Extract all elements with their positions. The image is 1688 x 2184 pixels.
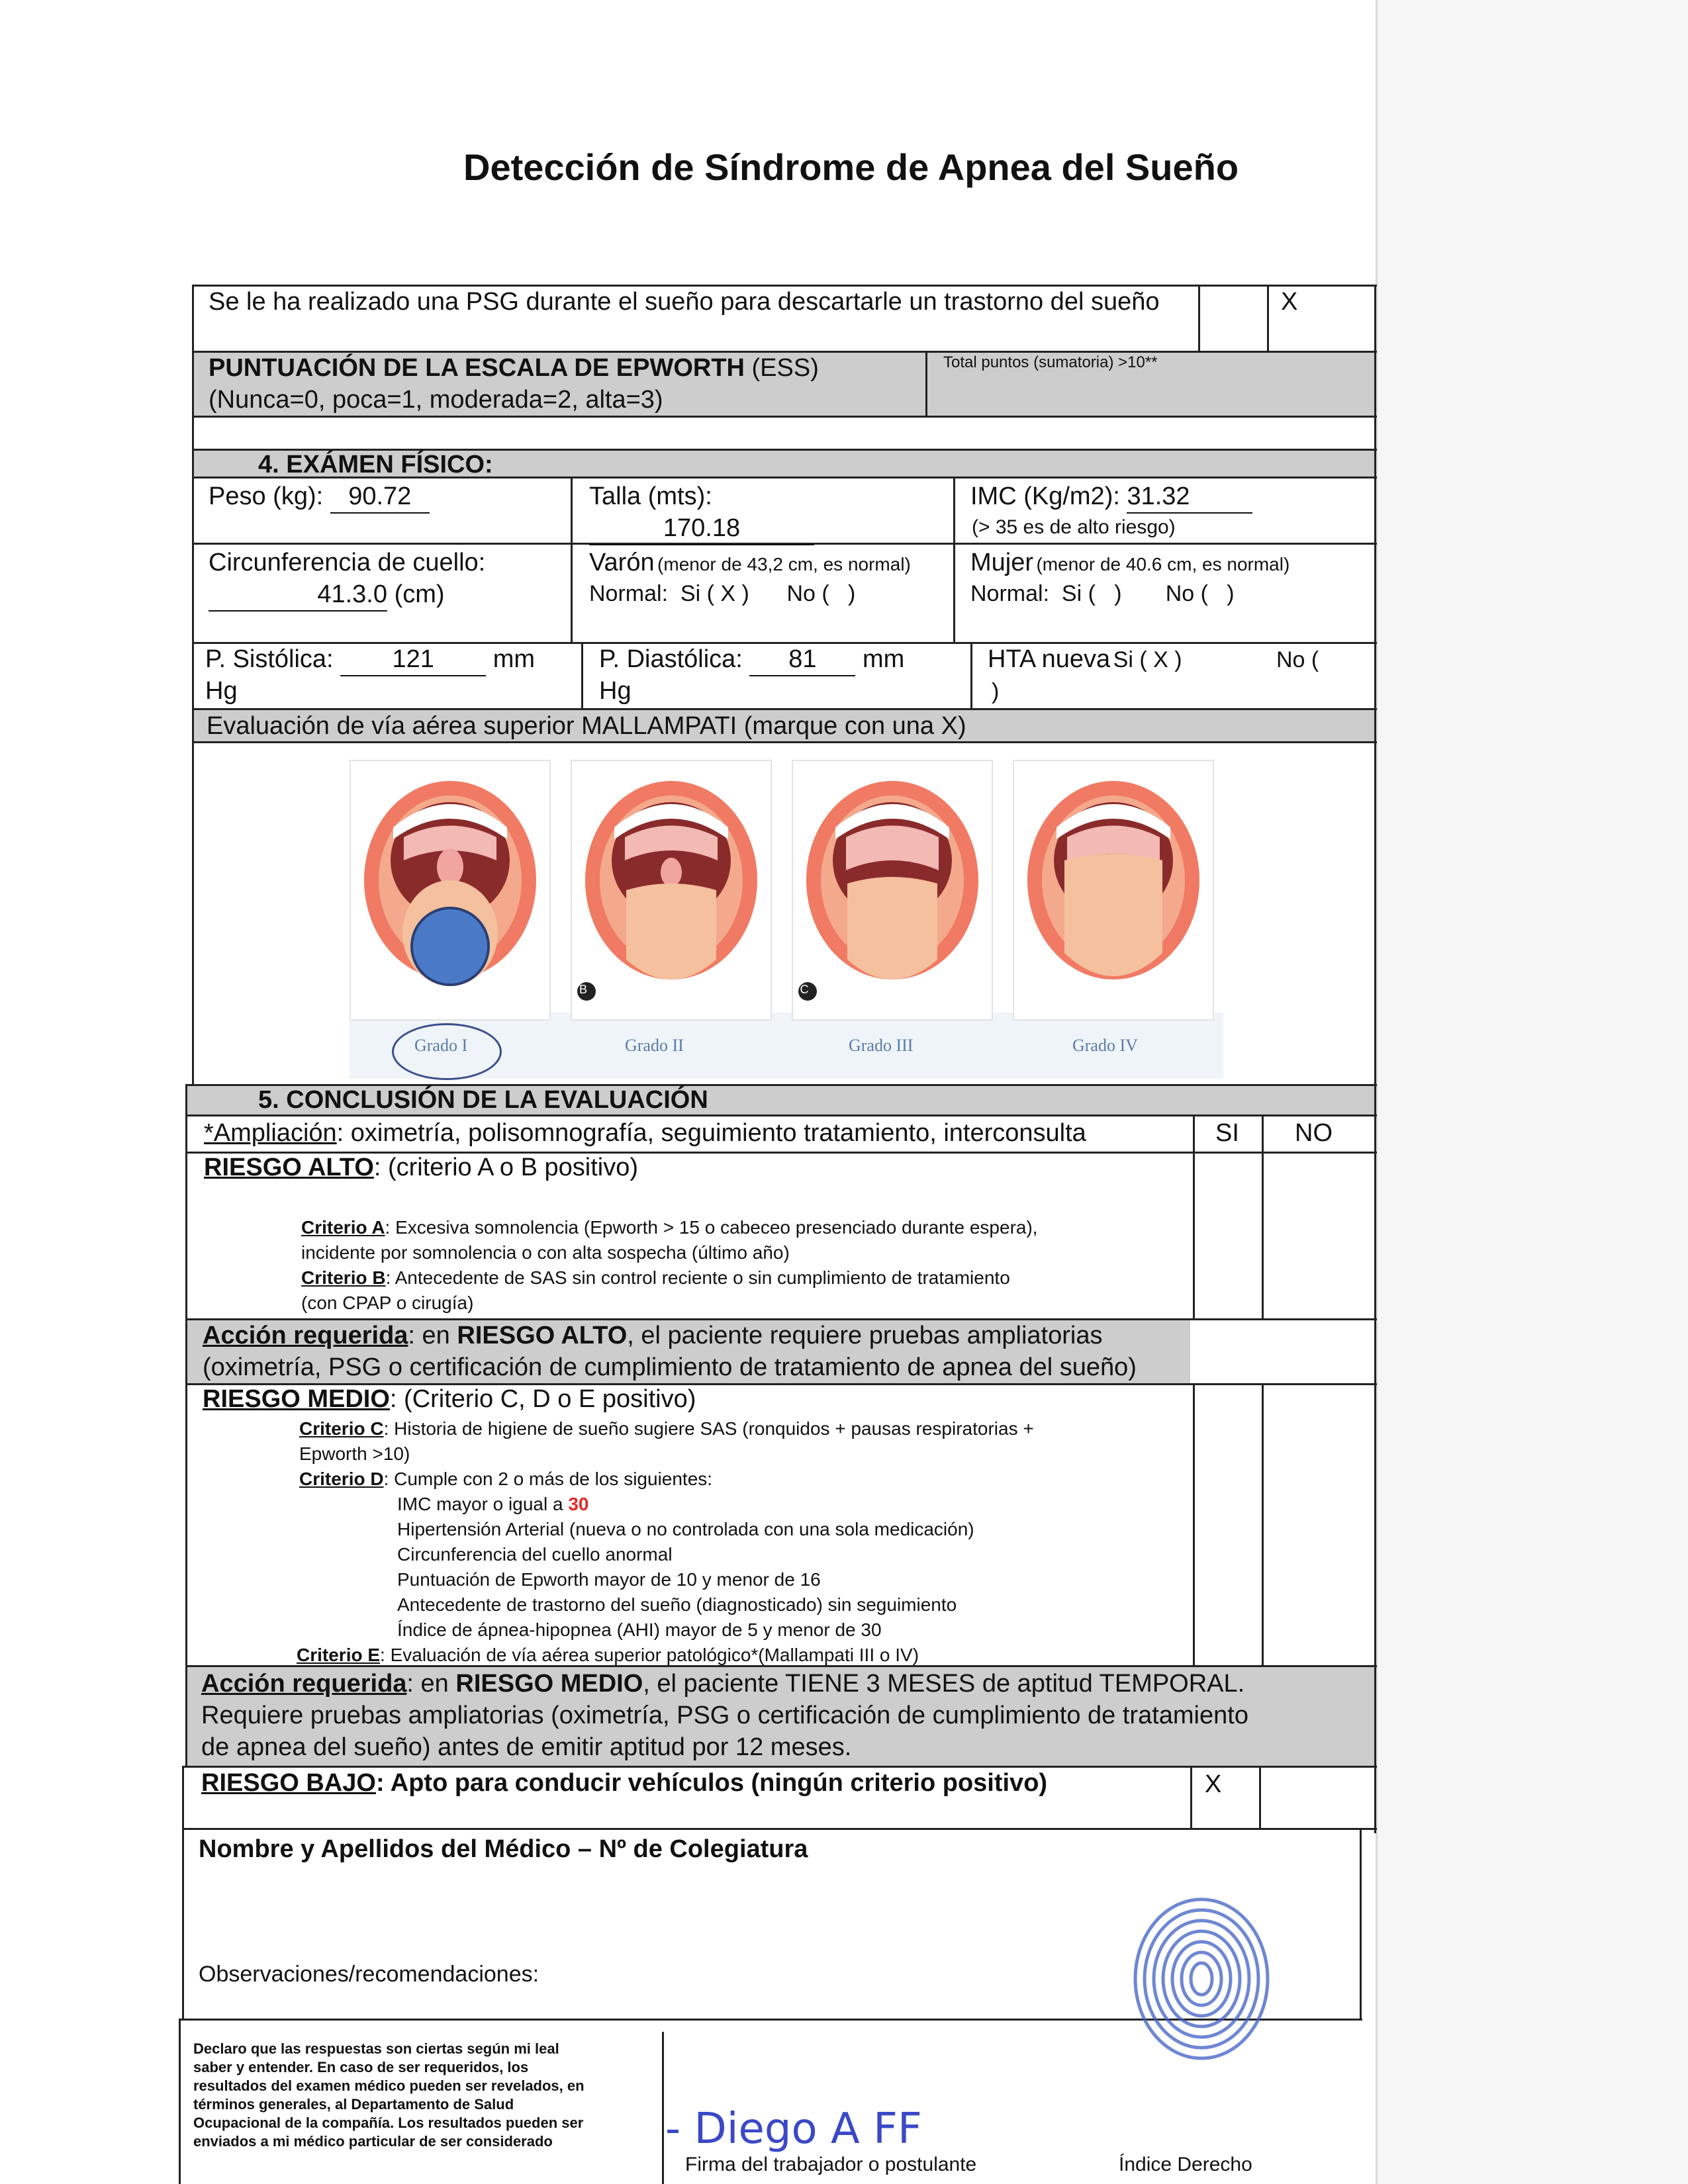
criterio-d-item: Índice de ápnea-hipopnea (AHI) mayor de 5 y menor de 30 bbox=[397, 1619, 882, 1640]
medico-label: Nombre y Apellidos del Médico – Nº de Colegiatura bbox=[199, 1835, 808, 1863]
mujer-note: (menor de 40.6 cm, es normal) bbox=[1036, 554, 1290, 574]
sistolica-hg: Hg bbox=[205, 677, 238, 705]
hta-close: ) bbox=[992, 679, 1000, 704]
riesgo-medio-text: : (Criterio C, D o E positivo) bbox=[389, 1385, 696, 1413]
epworth-scale: (Nunca=0, poca=1, moderada=2, alta=3) bbox=[209, 386, 663, 414]
mujer-label: Mujer bbox=[970, 549, 1034, 576]
hta-si[interactable]: Si ( X ) bbox=[1113, 647, 1182, 672]
criterio-d-item1-value: 30 bbox=[568, 1494, 589, 1514]
mouth-grade-4-icon bbox=[1014, 761, 1213, 1019]
diastolica-field[interactable] bbox=[599, 643, 904, 676]
imc-note: (> 35 es de alto riesgo) bbox=[972, 516, 1176, 538]
cuello-value[interactable]: 41.3.0 bbox=[209, 578, 387, 612]
mallampati-grade-1-image[interactable] bbox=[350, 760, 551, 1021]
badge-b: B bbox=[579, 983, 587, 996]
mouth-grade-1-icon bbox=[351, 761, 549, 1019]
epworth-heading: PUNTUACIÓN DE LA ESCALA DE EPWORTH bbox=[209, 354, 745, 382]
worker-signature: - Diego A FF bbox=[665, 2105, 922, 2154]
peso-value[interactable]: 90.72 bbox=[330, 480, 430, 514]
criterio-b-label: Criterio B bbox=[301, 1267, 386, 1288]
hta-field[interactable] bbox=[988, 643, 1182, 675]
criterio-b-text2: (con CPAP o cirugía) bbox=[301, 1293, 474, 1313]
observaciones-label[interactable]: Observaciones/recomendaciones: bbox=[199, 1962, 539, 1987]
accion-alto-bold: RIESGO ALTO bbox=[457, 1322, 628, 1349]
grade-label-3[interactable]: Grado III bbox=[849, 1036, 914, 1055]
indice-label: Índice Derecho bbox=[1119, 2154, 1252, 2175]
criterio-d-item: Puntuación de Epworth mayor de 10 y menor de 16 bbox=[397, 1569, 821, 1590]
mujer-normal[interactable]: Normal: Si ( ) No ( ) bbox=[970, 581, 1235, 606]
psg-answer[interactable]: X bbox=[1281, 288, 1298, 316]
peso-field[interactable] bbox=[209, 480, 430, 514]
firma-label: Firma del trabajador o postulante bbox=[685, 2154, 977, 2175]
mouth-grade-3-icon bbox=[793, 761, 992, 1019]
criterio-d-text: : Cumple con 2 o más de los siguientes: bbox=[383, 1469, 713, 1489]
criterio-b-text: : Antecedente de SAS sin control reciente o sin cumplimiento de tratamiento bbox=[385, 1267, 1010, 1288]
mallampati-grade-3-image[interactable] bbox=[792, 760, 993, 1021]
col-si-header: SI bbox=[1215, 1119, 1239, 1147]
imc-label: IMC (Kg/m2): bbox=[970, 482, 1120, 510]
hta-no[interactable]: No ( bbox=[1276, 647, 1319, 672]
criterio-e-label: Criterio E bbox=[297, 1645, 381, 1665]
riesgo-bajo-mark[interactable]: X bbox=[1205, 1770, 1222, 1798]
diastolica-hg: Hg bbox=[599, 677, 632, 705]
cuello-field[interactable] bbox=[209, 578, 445, 612]
accion-medio-text3: de apnea del sueño) antes de emitir aptitud por 12 meses. bbox=[201, 1733, 852, 1761]
mouth-grade-2-icon bbox=[572, 761, 771, 1019]
imc-field[interactable] bbox=[970, 480, 1252, 514]
criterio-a-text: : Excesiva somnolencia (Epworth > 15 o cabeceo presenciado durante espera), bbox=[385, 1217, 1038, 1238]
cuello-unit: (cm) bbox=[394, 580, 445, 608]
accion-medio-bold: RIESGO MEDIO bbox=[455, 1670, 643, 1698]
page-title: Detección de Síndrome de Apnea del Sueño bbox=[463, 146, 1239, 188]
talla-value[interactable]: 170.18 bbox=[589, 512, 814, 545]
peso-label: Peso (kg): bbox=[209, 482, 324, 510]
epworth-total-label[interactable]: Total puntos (sumatoria) >10** bbox=[943, 353, 1158, 371]
riesgo-bajo-label: RIESGO BAJO bbox=[201, 1769, 376, 1797]
fingerprint-icon bbox=[1129, 1893, 1274, 2065]
psg-question: Se le ha realizado una PSG durante el sueño para descartarle un trastorno del sueño bbox=[209, 288, 1160, 316]
riesgo-alto-label: RIESGO ALTO bbox=[204, 1154, 374, 1181]
ampliacion-text: : oximetría, polisomnografía, seguimiento tratamiento, interconsulta bbox=[336, 1119, 1086, 1147]
declaration-line: Ocupacional de la compañía. Los resultados pueden ser bbox=[193, 2115, 584, 2131]
criterio-d-item: Hipertensión Arterial (nueva o no controlada con una sola medicación) bbox=[397, 1519, 974, 1539]
accion-medio-text: , el paciente TIENE 3 MESES de aptitud TEMPORAL. bbox=[643, 1670, 1245, 1698]
talla-label: Talla (mts): bbox=[589, 482, 712, 510]
accion-medio-text2: Requiere pruebas ampliatorias (oximetría, PSG o certificación de cumplimiento de tratamiento bbox=[201, 1702, 1248, 1729]
imc-value[interactable]: 31.32 bbox=[1127, 480, 1252, 514]
accion-medio-label: Acción requerida bbox=[201, 1670, 407, 1698]
grade-label-1[interactable]: Grado I bbox=[414, 1036, 468, 1055]
sistolica-label: P. Sistólica: bbox=[205, 645, 334, 673]
sistolica-field[interactable] bbox=[205, 643, 535, 676]
declaration-line: términos generales, al Departamento de Salud bbox=[193, 2096, 514, 2113]
riesgo-bajo-text: : Apto para conducir vehículos (ningún criterio positivo) bbox=[375, 1769, 1048, 1797]
riesgo-alto-text: : (criterio A o B positivo) bbox=[373, 1154, 639, 1181]
cuello-label: Circunferencia de cuello: bbox=[209, 549, 486, 576]
declaration-line: saber y entender. En caso de ser requeridos, los bbox=[193, 2059, 529, 2075]
declaration-line: enviados a mi médico particular de ser considerado bbox=[193, 2133, 553, 2150]
sistolica-unit: mm bbox=[492, 645, 536, 673]
diastolica-label: P. Diastólica: bbox=[599, 645, 743, 673]
criterio-c-text: : Historia de higiene de sueño sugiere SAS (ronquidos + pausas respiratorias + bbox=[383, 1418, 1034, 1439]
badge-c: C bbox=[800, 983, 809, 996]
sistolica-value[interactable]: 121 bbox=[340, 643, 486, 676]
col-no-header: NO bbox=[1295, 1119, 1333, 1147]
scan-edge bbox=[1376, 0, 1688, 2184]
accion-alto-label: Acción requerida bbox=[203, 1322, 408, 1349]
criterio-a-text2: incidente por somnolencia o con alta sospecha (último año) bbox=[301, 1242, 790, 1263]
riesgo-medio-label: RIESGO MEDIO bbox=[203, 1385, 390, 1413]
criterio-e-text: : Evaluación de vía aérea superior patológico*(Mallampati III o IV) bbox=[380, 1645, 919, 1665]
hta-label: HTA nueva bbox=[988, 645, 1111, 673]
varon-note: (menor de 43,2 cm, es normal) bbox=[657, 554, 911, 574]
grade-label-4[interactable]: Grado IV bbox=[1072, 1036, 1138, 1055]
criterio-d-item1: IMC mayor o igual a bbox=[397, 1494, 569, 1514]
ampliacion-label: *Ampliación bbox=[204, 1119, 337, 1147]
diastolica-value[interactable]: 81 bbox=[749, 643, 855, 676]
mallampati-heading: Evaluación de vía aérea superior MALLAMPATI (marque con una X) bbox=[207, 712, 966, 740]
criterio-c-text2: Epworth >10) bbox=[299, 1443, 410, 1464]
declaration-line: Declaro que las respuestas son ciertas según mi leal bbox=[193, 2040, 559, 2057]
criterio-c-label: Criterio C bbox=[299, 1418, 384, 1439]
exam-heading: 4. EXÁMEN FÍSICO: bbox=[258, 451, 493, 478]
accion-alto-pre: : en bbox=[408, 1322, 457, 1349]
criterio-d-item: Antecedente de trastorno del sueño (diagnosticado) sin seguimiento bbox=[397, 1594, 957, 1615]
criterio-a-label: Criterio A bbox=[301, 1217, 385, 1238]
varon-label: Varón bbox=[589, 549, 655, 576]
accion-medio-pre: : en bbox=[406, 1670, 456, 1698]
diastolica-unit: mm bbox=[862, 645, 905, 673]
accion-alto-text2: (oximetría, PSG o certificación de cumplimiento de tratamiento de apnea del sueño) bbox=[203, 1353, 1137, 1381]
mallampati-grade-2-image[interactable] bbox=[571, 760, 772, 1021]
criterio-d-label: Criterio D bbox=[299, 1469, 384, 1489]
mallampati-grade-4-image[interactable] bbox=[1013, 760, 1214, 1021]
conclusion-heading: 5. CONCLUSIÓN DE LA EVALUACIÓN bbox=[258, 1086, 708, 1114]
criterio-d-item: Circunferencia del cuello anormal bbox=[397, 1544, 673, 1565]
varon-normal[interactable]: Normal: Si ( X ) No ( ) bbox=[589, 581, 856, 606]
epworth-abbr: (ESS) bbox=[751, 354, 819, 382]
accion-alto-text: , el paciente requiere pruebas ampliatorias bbox=[627, 1322, 1103, 1349]
declaration-line: resultados del examen médico pueden ser revelados, en bbox=[193, 2077, 585, 2094]
grade-label-2[interactable]: Grado II bbox=[625, 1036, 684, 1055]
